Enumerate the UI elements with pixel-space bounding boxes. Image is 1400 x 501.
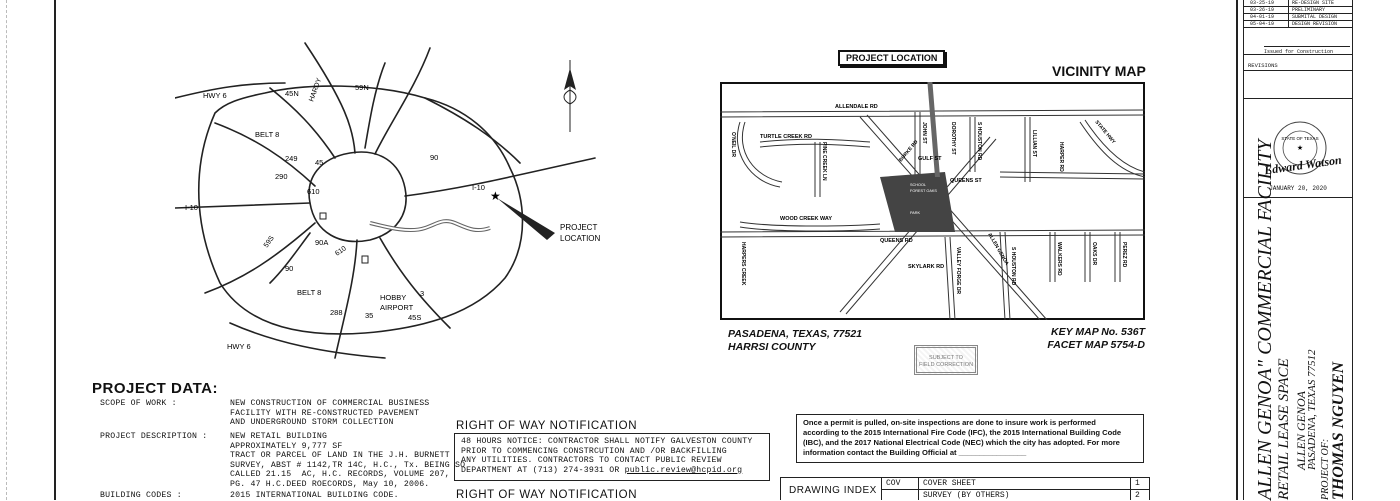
drawing-code-cell: COV — [882, 478, 919, 490]
hwy6-bottom-label: HWY 6 — [227, 342, 251, 351]
belt8-top-label: BELT 8 — [255, 130, 280, 139]
scope-lines — [230, 399, 429, 428]
description-label: PROJECT DESCRIPTION : — [100, 432, 208, 441]
hobby-label-2: AIRPORT — [380, 303, 414, 312]
county-label: HARRSI COUNTY — [728, 341, 816, 353]
architect-name-vertical: THOMAS NGUYEN — [1330, 361, 1347, 500]
field-correction-stamp — [914, 345, 978, 375]
i10-road — [175, 158, 595, 208]
project-location-label-1: PROJECT — [560, 223, 598, 232]
valley-forge-label: VALLEY FORGE DR — [955, 247, 961, 295]
revisions-label: REVISIONS — [1248, 62, 1278, 69]
i35-label: 35 — [365, 311, 374, 320]
row-notice-1-title: RIGHT OF WAY NOTIFICATION — [456, 420, 638, 432]
drawing-index-title: DRAWING INDEX — [789, 485, 877, 496]
oneil-label: O'NEIL DR — [730, 132, 736, 157]
drawing-index-row — [882, 478, 1151, 490]
gulf-st-label: GULF ST — [918, 156, 942, 162]
hobby-airport-marker — [362, 256, 368, 263]
svg-text:★: ★ — [1296, 145, 1304, 152]
i90-right-label: 90 — [430, 153, 439, 162]
drawing-sheet-cell: COVER SHEET — [919, 478, 1131, 490]
outer-loop-road — [199, 86, 523, 334]
skylark-label: SKYLARK RD — [908, 264, 945, 270]
s-houston-2-label: S HOUSTON RD — [1010, 247, 1016, 286]
revision-date: 03-26-19 — [1244, 7, 1289, 13]
hwy6-top-label: HWY 6 — [203, 91, 227, 100]
queens-rd-label: QUEENS RD — [880, 238, 913, 244]
pine-creek-label: PINE CREEK LN — [821, 142, 827, 181]
codes-label: BUILDING CODES : — [100, 491, 182, 500]
revision-row — [1244, 0, 1352, 7]
revision-description: RE-DESIGN SITE — [1292, 0, 1335, 6]
scope-line: NEW CONSTRUCTION OF COMMERCIAL BUSINESS — [230, 399, 430, 408]
john-st-label: JOHN ST — [921, 122, 927, 144]
drawing-number-cell: 2 — [1131, 490, 1151, 501]
belt8-bottom-label: BELT 8 — [297, 288, 322, 297]
permit-note-line: (IBC), and the 2017 National Electrical Code (NEC) which the city has adopted. For more — [803, 438, 1120, 447]
i59n-label: 59N — [355, 83, 369, 92]
architect-label-vertical: PROJECT OF: — [1320, 438, 1331, 500]
i45s-label: 45S — [408, 313, 422, 322]
description-line: CALLED 21.15 AC, H.C. RECORDS, VOLUME 207, — [230, 470, 450, 480]
burke-label: BURKE RD — [897, 139, 920, 164]
harper-label: HARPER RD — [1058, 142, 1064, 172]
drawing-index-table — [881, 477, 1150, 500]
permit-note-line: information contact the Building Official at ________________ — [803, 448, 1027, 457]
i3-label: 3 — [420, 289, 425, 298]
city-label: PASADENA, TEXAS, 77521 — [728, 328, 863, 340]
stamp-line-2: FIELD CORRECTION — [918, 362, 974, 368]
row-notice-1-lines — [461, 437, 763, 466]
seal-state-text: STATE OF TEXAS — [1281, 136, 1319, 141]
i59s-label: 59S — [262, 234, 276, 250]
project-data-heading: PROJECT DATA: — [92, 380, 218, 397]
codes-value: 2015 INTERNATIONAL BUILDING CODE. — [230, 491, 399, 500]
drawing-sheet-cell: SURVEY (BY OTHERS) — [919, 490, 1131, 501]
row-notice-1-box — [454, 433, 770, 481]
seal-date: JANUARY 20, 2020 — [1269, 185, 1327, 192]
description-line: NEW RETAIL BUILDING — [230, 432, 328, 441]
i59n-road — [375, 48, 430, 154]
revision-description: SUBMITAL DESIGN — [1292, 14, 1338, 20]
i10-left-label: I-10 — [185, 203, 198, 212]
address-line-1-vertical: ALLEN GENOA — [1294, 390, 1308, 470]
description-line: TRACT OR PARCEL OF LAND IN THE J.H. BURNETT — [230, 451, 450, 461]
i45-label: 45 — [315, 158, 324, 167]
oaks-label: OAKS DR — [1091, 242, 1097, 266]
i90a-label: 90A — [315, 238, 329, 247]
lillian-label: LILLIAN ST — [1031, 130, 1037, 157]
dorothy-st-label: DOROTHY ST — [950, 122, 956, 155]
project-location-callout: PROJECT LOCATION — [838, 50, 945, 66]
perez-label: PEREZ RD — [1121, 242, 1127, 268]
forest-oaks-label: FOREST OAKS — [910, 189, 937, 193]
project-title-vertical: ALLEN GENOA" COMMERCIAL FACILITY — [1254, 139, 1276, 500]
i90-left-label: 90 — [285, 264, 294, 273]
revision-description: PRELIMINARY — [1292, 7, 1326, 13]
stamp-line-1: SUBJECT TO — [929, 355, 963, 361]
scope-line: AND UNDERGROUND STORM COLLECTION — [230, 418, 394, 428]
permit-note-line: according to the 2015 International Fire Code (IFC), the 2015 International Building Code — [803, 428, 1122, 437]
i45n-label: 45N — [285, 89, 299, 98]
state-hwy-label: STATE HWY — [1093, 119, 1117, 146]
revision-date: 04-01-19 — [1244, 14, 1289, 20]
scope-line: FACILITY WITH RE-CONSTRUCTED PAVEMENT — [230, 408, 420, 418]
allendale-label: ALLENDALE RD — [835, 104, 878, 110]
drawing-index — [780, 477, 1150, 500]
row-notice-1-line: ANY UTILITIES. CONTRACTORS TO CONTACT PUBLIC REVIEW — [461, 456, 722, 466]
public-review-email-link[interactable]: public.review@hcpid.org — [624, 465, 743, 475]
revision-row — [1244, 14, 1352, 21]
allen-genoa-label: ALLEN GENOA — [986, 232, 1010, 267]
revision-date: 05-04-19 — [1244, 21, 1289, 27]
revision-date: 03-25-19 — [1244, 0, 1289, 6]
vicinity-map — [720, 82, 1145, 320]
revision-table — [1244, 0, 1352, 28]
row-notice-1-last-line — [461, 466, 763, 476]
harpers-creek-label: HARPERS CREEK — [740, 242, 746, 286]
row-notice-1-line: PRIOR TO COMMENCING CONSTRCUTION AND /OR BACKFILLING — [461, 446, 727, 456]
key-map-label: KEY MAP No. 536T — [1051, 326, 1145, 338]
title-block — [1243, 0, 1353, 500]
sh288-road — [335, 240, 357, 358]
revision-row — [1244, 7, 1352, 14]
walkers-label: WALKERS RD — [1056, 242, 1062, 276]
issued-label: Issued for Construction — [1264, 46, 1350, 55]
vicinity-map-title: VICINITY MAP — [1052, 63, 1146, 79]
permit-note-line: Once a permit is pulled, on-site inspections are done to insure work is performed — [803, 418, 1096, 427]
facet-map-label: FACET MAP 5754-D — [1047, 339, 1145, 351]
hobby-label-1: HOBBY — [380, 293, 407, 302]
houston-regional-map — [175, 28, 615, 363]
park-label: PARK — [910, 211, 921, 215]
description-line: SURVEY, ABST # 1142,TR 14C, H.C., Tx. BEING SO — [230, 460, 466, 470]
permit-note — [796, 414, 1144, 463]
row-notice-1-line: 48 HOURS NOTICE: CONTRACTOR SHALL NOTIFY GALVESTON COUNTY — [461, 437, 753, 446]
address-line-2-vertical: PASADENA, TEXAS 77512 — [1306, 349, 1318, 470]
row-notice-2-title: RIGHT OF WAY NOTIFICATION — [456, 489, 638, 501]
project-subtitle-vertical: RETAIL LEASE SPACE — [1276, 358, 1292, 500]
sheet-trim-line — [6, 0, 7, 500]
i290-label: 290 — [275, 172, 288, 181]
scope-label: SCOPE OF WORK : — [100, 399, 177, 408]
revision-description: DESIGN REVISION — [1292, 21, 1338, 27]
hardy-label: HARDY — [308, 77, 324, 103]
i10-right-label: I-10 — [472, 183, 485, 192]
school-label: SCHOOL — [910, 183, 927, 187]
description-line: PG. 47 H.C.DEED ROECORDS, May 10, 2006. — [230, 479, 430, 489]
seal-signature: Edward Watson — [1263, 152, 1343, 178]
description-lines — [230, 432, 465, 490]
s-houston-1-label: S HOUSTON RD — [976, 122, 982, 161]
drawing-index-row — [882, 490, 1151, 501]
drawing-number-cell: 1 — [1131, 478, 1151, 490]
revision-row — [1244, 21, 1352, 28]
description-line: APPROXIMATELY 9,777 SF — [230, 441, 343, 451]
turtle-creek-label: TURTLE CREEK RD — [760, 134, 812, 140]
project-leader-arrow — [497, 198, 555, 240]
wood-creek-label: WOOD CREEK WAY — [780, 216, 833, 222]
north-arrow-icon — [558, 60, 582, 132]
i249-label: 249 — [285, 154, 298, 163]
project-location-label-2: LOCATION — [560, 234, 601, 243]
project-star-icon: ★ — [490, 189, 501, 203]
drawing-code-cell — [882, 490, 919, 501]
i59s-road — [205, 223, 315, 293]
i610-bottom-label: 610 — [334, 245, 348, 258]
i288-label: 288 — [330, 308, 343, 317]
row-notice-1-prefix: DEPARTMENT AT (713) 274-3931 OR — [461, 465, 625, 475]
queens-st-label: QUEENS ST — [950, 178, 982, 184]
i610-top-label: 610 — [307, 187, 320, 196]
